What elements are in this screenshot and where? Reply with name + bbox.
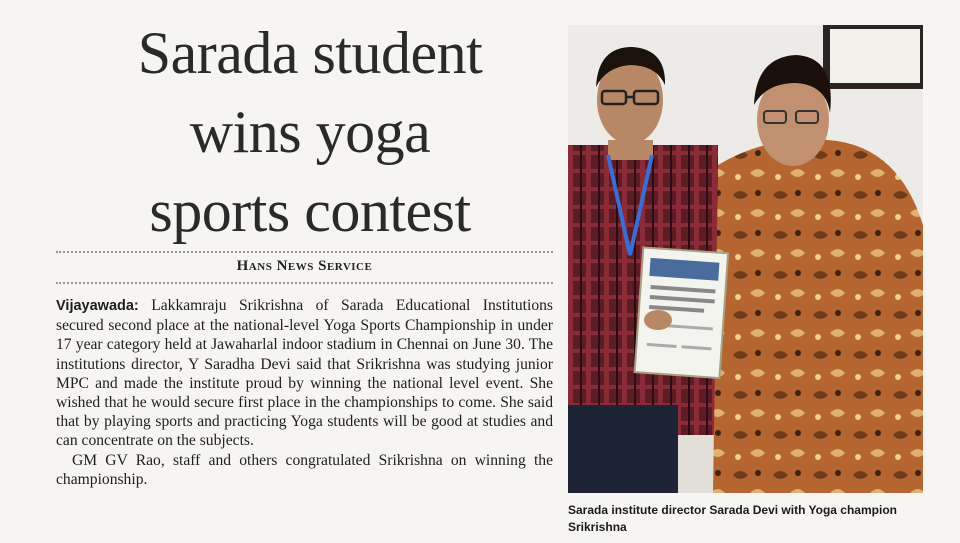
article-body [56, 296, 553, 489]
headline-line-2: wins yoga [189, 99, 431, 165]
divider-bottom [56, 282, 553, 284]
photo-illustration [568, 25, 923, 493]
byline: Hans News Service [236, 258, 373, 274]
divider-top [56, 251, 553, 253]
paragraph-2: GM GV Rao, staff and others congratulated Srikrishna on winning the championship. [56, 451, 553, 488]
dateline: Vijayawada: [56, 298, 139, 314]
headline [60, 14, 560, 251]
photo-caption: Sarada institute director Sarada Devi with Yoga champion Srikrishna [568, 503, 897, 534]
news-photo [568, 25, 923, 493]
headline-line-1: Sarada student [137, 20, 483, 86]
headline-line-3: sports contest [149, 178, 471, 244]
paragraph-1 [56, 296, 553, 451]
paragraph-1-text: Lakkamraju Srikrishna of Sarada Educational Institutions secured second place at the national-level Yoga Sports Championship in under 17 year category held at Jawaharlal indoor stadium in Chennai on June 30. The institutions director, Y Saradha Devi said that Srikrishna was studying junior MPC and made the institute proud by winning the national level event. She wished that he would secure first place in the championships to come. She said that by playing sports and practicing Yoga students will be good at studies and can concentrate on the subjects. [56, 297, 553, 450]
